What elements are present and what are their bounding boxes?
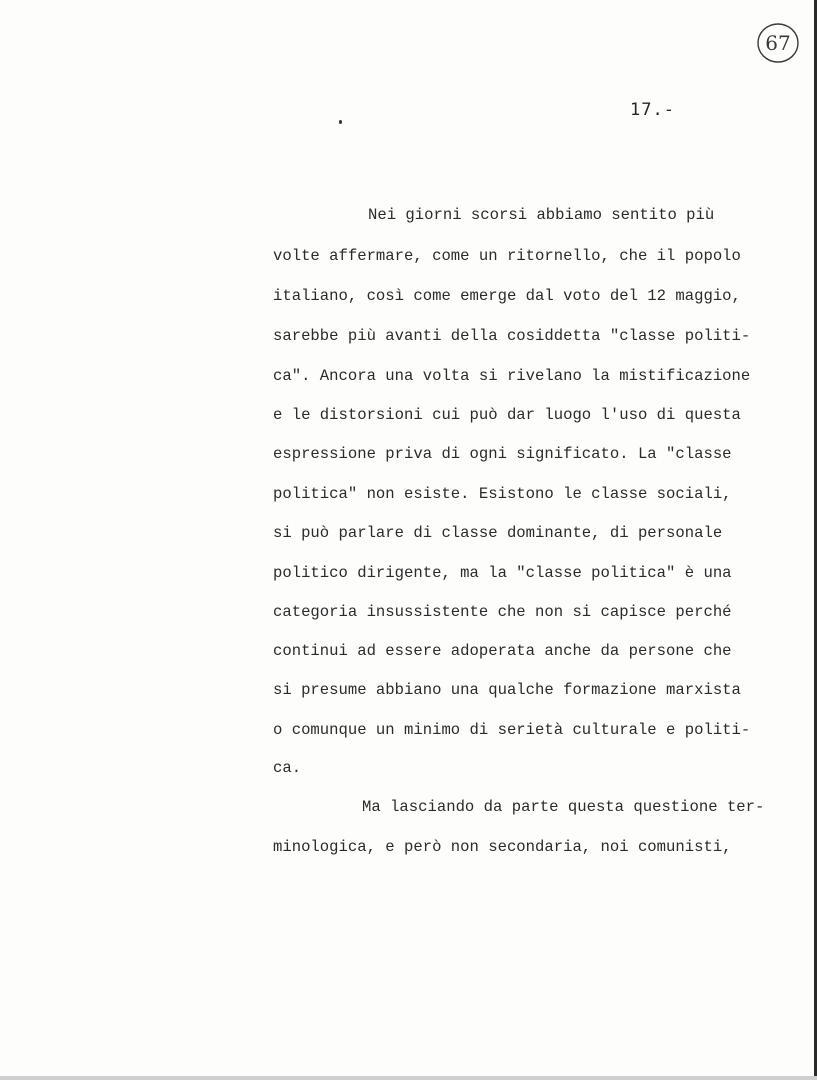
text-line: minologica, e però non secondaria, noi comunisti, (273, 838, 732, 856)
scan-edge-bottom (0, 1076, 817, 1080)
text-line: continui ad essere adoperata anche da persone che (273, 642, 732, 660)
text-line: o comunque un minimo di serietà culturale e politi- (273, 721, 751, 739)
text-line: espressione priva di ogni significato. La "classe (273, 445, 732, 463)
text-line: italiano, così come emerge dal voto del 12 maggio, (273, 287, 741, 305)
text-line: Ma lasciando da parte questa questione ter- (362, 798, 765, 816)
text-line: Nei giorni scorsi abbiamo sentito più (368, 206, 715, 224)
page-number: 17.- (630, 100, 675, 120)
text-line: sarebbe più avanti della cosiddetta "classe politi- (273, 327, 751, 345)
text-line: volte affermare, come un ritornello, che il popolo (273, 247, 741, 265)
text-line: ca. (273, 759, 302, 777)
archive-stamp-number: 67 (765, 31, 791, 55)
text-line: politica" non esiste. Esistono le classe sociali, (273, 485, 732, 503)
scan-speck (339, 120, 342, 124)
text-line: si può parlare di classe dominante, di personale (273, 524, 723, 542)
text-line: politico dirigente, ma la "classe politica" è una (273, 564, 732, 582)
text-line: categoria insussistente che non si capisce perché (273, 603, 732, 621)
text-line: e le distorsioni cui può dar luogo l'uso di questa (273, 406, 741, 424)
archive-stamp (755, 20, 801, 66)
archive-stamp-icon (755, 20, 801, 66)
text-line: ca". Ancora una volta si rivelano la mistificazione (273, 367, 751, 385)
text-line: si presume abbiano una qualche formazione marxista (273, 681, 741, 699)
